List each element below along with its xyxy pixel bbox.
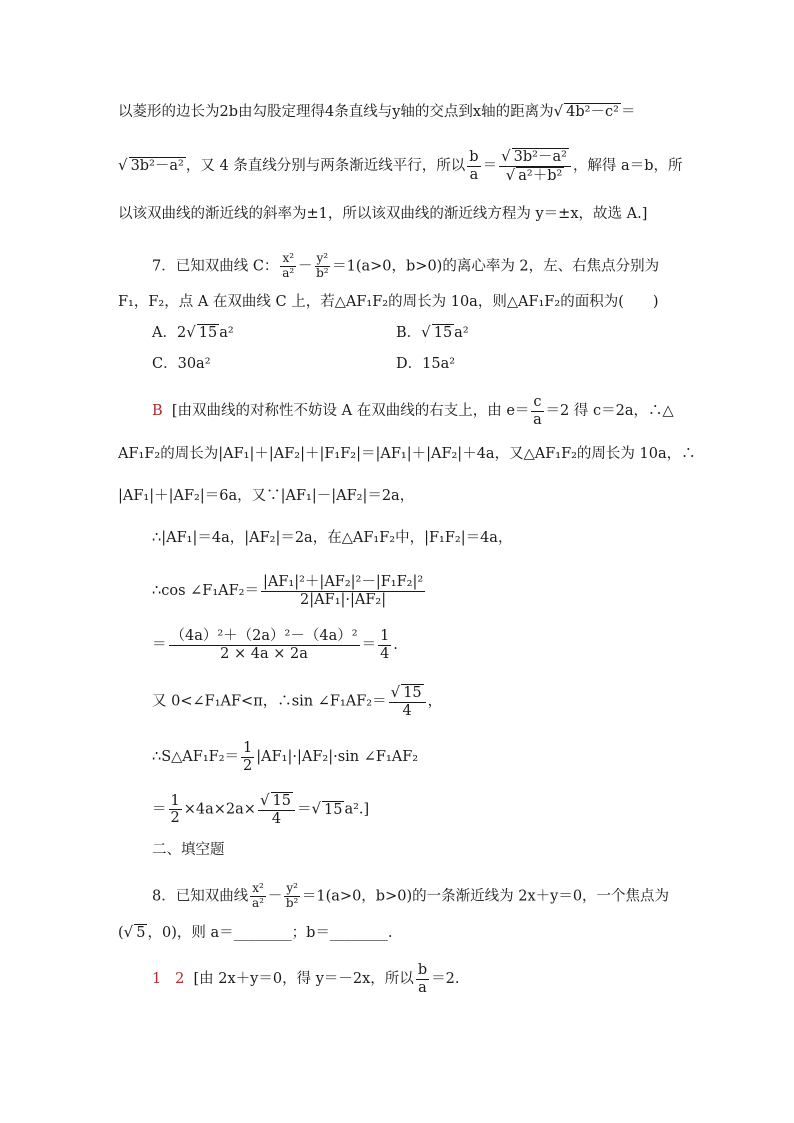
fraction [467, 149, 480, 183]
denominator: 2 × 4a × 2a [220, 645, 308, 662]
denominator: 2 [243, 757, 253, 774]
q7-option-b [396, 322, 469, 343]
sqrt-sign: √ [421, 323, 431, 341]
text: 以菱形的边长为2b由勾股定理得4条直线与y轴的交点到x轴的距离为 [118, 104, 554, 120]
text: ＝ [361, 637, 377, 654]
denominator: a² [282, 265, 295, 280]
numerator: √ 15 [389, 684, 426, 703]
text: [由 2x＋y＝0，得 y＝－2x，所以 [193, 971, 414, 988]
q7-stem-line-2: F₁，F₂，点 A 在双曲线 C 上，若△AF₁F₂的周长为 10a，则△AF₁F₂的面积为( ) [118, 294, 659, 310]
text: |AF₁|·|AF₂|·sin ∠F₁AF₂ [256, 749, 419, 766]
text: ，解得 a＝b，所 [572, 158, 683, 175]
text: － [267, 888, 283, 905]
radicand: 5 [136, 925, 146, 941]
numerator: b [417, 962, 428, 978]
denominator: b² [285, 895, 299, 910]
q8-stem-line-2 [118, 922, 393, 943]
q7-solution-cos-value [152, 628, 398, 662]
answer-b: 2 [175, 971, 185, 988]
q7-solution-area-value [152, 792, 369, 827]
text: . [393, 637, 398, 654]
q7-option-d: D．15a² [396, 356, 456, 372]
numerator: 1 [243, 740, 253, 756]
fraction [169, 628, 360, 662]
q7-solution-line-2: AF₁F₂的周长为|AF₁|＋|AF₂|＋|F₁F₂|＝|AF₁|＋|AF₂|＋4a，又△AF₁F₂的周长为 10a，∴ [118, 446, 696, 462]
q7-solution-line-3: |AF₁|＋|AF₂|＝6a，又∵|AF₁|－|AF₂|＝2a， [118, 488, 415, 504]
denominator: 2|AF₁|·|AF₂| [300, 591, 387, 608]
sol-prev-line-1 [118, 101, 635, 122]
radicand: a²＋b² [518, 167, 563, 184]
text: ，0)，则 a＝________；b＝________. [147, 925, 393, 941]
option-label: A．2 [152, 325, 187, 341]
text: 7．已知双曲线 C： [152, 258, 279, 275]
text: a² [219, 325, 234, 341]
numerator: b [469, 149, 479, 165]
text: ＝ [296, 801, 312, 818]
fraction [250, 882, 266, 911]
text: ＝2 得 c＝2a，∴△ [545, 403, 674, 420]
q8-stem-line-1 [152, 882, 669, 911]
numerator: （4a）²＋（2a）²－（4a）² [170, 628, 358, 644]
q7-solution-line-4: ∴|AF₁|＝4a，|AF₂|＝2a，在△AF₁F₂中，|F₁F₂|＝4a， [152, 530, 513, 546]
text: [由双曲线的对称性不妨设 A 在双曲线的右支上，由 e＝ [171, 403, 530, 420]
radicand: 15 [198, 325, 218, 341]
numerator: √ 3b²－a² [499, 148, 571, 167]
numerator: 1 [380, 628, 390, 644]
fraction [261, 574, 425, 608]
radicand: 15 [272, 793, 291, 809]
text: ×4a×2a× [183, 801, 256, 818]
radicand: 4b²－c² [566, 104, 619, 120]
numerator: y² [286, 881, 298, 895]
denominator: 2 [170, 810, 180, 827]
radicand: 15 [433, 325, 453, 341]
fraction [389, 684, 426, 719]
fraction [531, 394, 543, 428]
text: ＝ [152, 637, 167, 654]
q7-solution-sin-line [152, 684, 442, 719]
text: 8．已知双曲线 [152, 888, 249, 905]
text: ＝1(a>0，b>0)的离心率为 2，左、右焦点分别为 [332, 258, 660, 275]
sqrt-sign: √ [186, 323, 196, 341]
numerator: x² [282, 251, 295, 265]
fraction [241, 740, 254, 774]
fraction [169, 793, 182, 827]
numerator: y² [316, 251, 329, 265]
sqrt-sign: √ [118, 156, 128, 175]
radicand: 15 [324, 801, 343, 818]
numerator: |AF₁|²＋|AF₂|²－|F₁F₂|² [263, 574, 424, 590]
q7-solution-cos-line [152, 574, 427, 608]
text: ＝2. [431, 971, 460, 988]
text: a².] [344, 801, 370, 818]
text: ＝1(a>0，b>0)的一条渐近线为 2x＋y＝0，一个焦点为 [301, 888, 670, 905]
denominator: b² [316, 265, 329, 280]
text: 又 0<∠F₁AF<π，∴sin ∠F₁AF₂＝ [152, 693, 387, 710]
radicand: 3b²－a² [513, 149, 567, 165]
sol-prev-line-3-text: 以该双曲线的渐近线的斜率为±1，所以该双曲线的渐近线方程为 y＝±x，故选 A.] [118, 206, 648, 222]
denominator: √ a²＋b² [505, 165, 563, 184]
option-label: B． [396, 325, 422, 341]
sqrt-sign: √ [553, 102, 564, 120]
text: ＝ [152, 801, 167, 818]
q7-solution-area-line [152, 740, 418, 774]
text: ＝ [620, 104, 636, 120]
denominator: a² [252, 895, 264, 910]
denominator: a [469, 166, 479, 183]
numerator: 1 [170, 792, 180, 809]
sqrt-sign: √ [311, 799, 322, 818]
denominator: a [533, 411, 542, 428]
fraction [258, 792, 295, 827]
denominator: 4 [271, 810, 282, 827]
text: ( [118, 925, 124, 941]
text: ∴S△AF₁F₂＝ [152, 749, 240, 766]
numerator: x² [252, 881, 264, 895]
numerator: √ 15 [258, 792, 295, 811]
fraction [378, 628, 391, 662]
fraction [416, 962, 429, 996]
text: － [298, 258, 313, 275]
text: a² [454, 325, 469, 341]
sol-prev-line-2 [118, 148, 682, 184]
q7-solution-line-1 [152, 394, 674, 428]
fraction [284, 882, 300, 911]
denominator: 4 [380, 645, 390, 662]
fraction [315, 252, 331, 281]
numerator: c [533, 394, 542, 410]
answer-letter: B [152, 403, 163, 420]
q7-stem-line-1 [152, 252, 659, 281]
denominator: 4 [402, 702, 412, 719]
q7-option-c: C．30a² [152, 356, 211, 372]
q8-solution-line [152, 962, 459, 996]
answer-a: 1 [152, 971, 162, 988]
section-heading: 二、填空题 [152, 842, 225, 858]
denominator: a [418, 979, 427, 996]
fraction [499, 148, 571, 184]
sqrt-sign: √ [123, 923, 134, 941]
text: ， [427, 693, 443, 710]
radicand: 15 [403, 685, 422, 701]
text: ∴cos ∠F₁AF₂＝ [152, 583, 259, 600]
q7-option-a [152, 322, 234, 343]
fraction [280, 252, 296, 281]
text: ＝ [482, 158, 498, 175]
radicand: 3b²－a² [130, 158, 184, 175]
text: ，又 4 条直线分别与两条渐近线平行，所以 [185, 158, 466, 175]
